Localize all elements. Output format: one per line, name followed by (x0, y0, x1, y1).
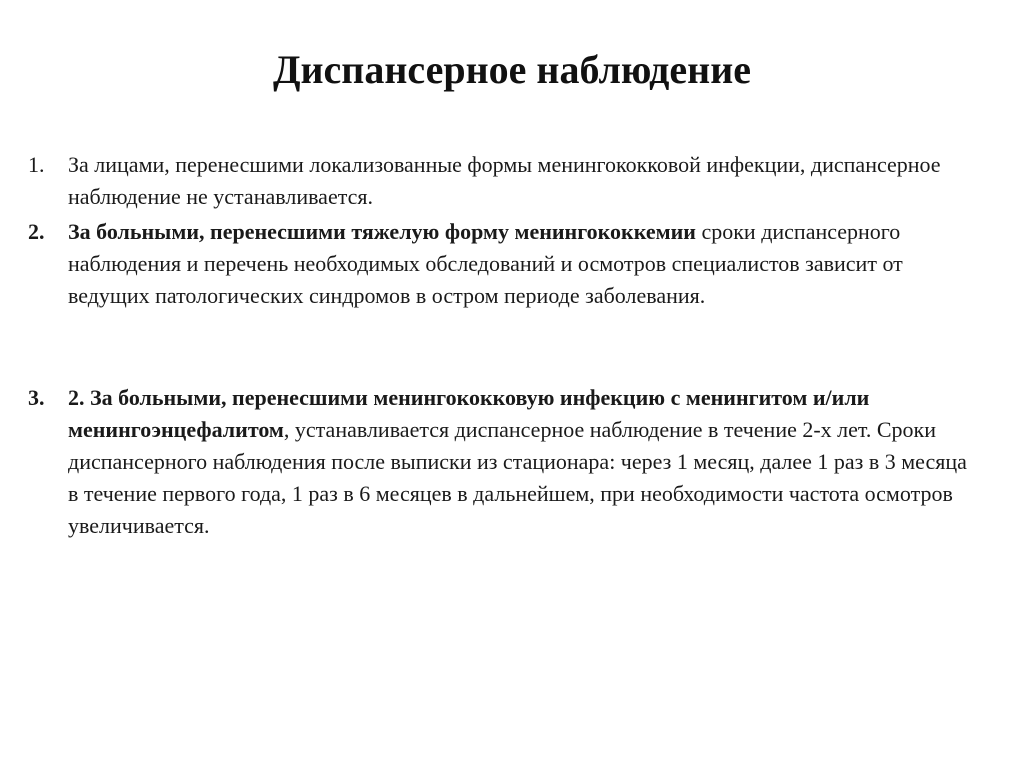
list-item-text (68, 216, 978, 312)
list-item-text (68, 382, 978, 542)
list-item (28, 149, 978, 213)
list-item (28, 216, 978, 312)
list-item-regular-text: сроки диспансерного наблюдения и перечень необходимых обследований и осмотров специалистов зависит от ведущих патологических синдромов в остром периоде заболевания. (68, 219, 903, 308)
list-item-number: 2. (28, 219, 45, 244)
list-item-number: 3. (28, 385, 45, 410)
list-item-number: 1. (28, 152, 45, 177)
list-item-bold-text: 2. За больными, перенесшими менингококковую инфекцию с менингитом и/или менингоэнцефалитом (68, 385, 870, 442)
list-item-regular-text: , устанавливается диспансерное наблюдение в течение 2-х лет. Сроки диспансерного наблюдения после выписки из стационара: через 1 месяц, далее 1 раз в 3 месяца в течение первого года, 1 раз в 6 месяцев в дальнейшем, при необходимости частота осмотров увеличивается. (68, 417, 967, 538)
list-item (28, 382, 978, 542)
list-item-bold-text: За больными, перенесшими тяжелую форму менингококкемии (68, 219, 696, 244)
list-item-text: За лицами, перенесшими локализованные формы менингококковой инфекции, диспансерное наблюдение не устанавливается. (68, 152, 941, 209)
slide-title: Диспансерное наблюдение (272, 47, 752, 92)
